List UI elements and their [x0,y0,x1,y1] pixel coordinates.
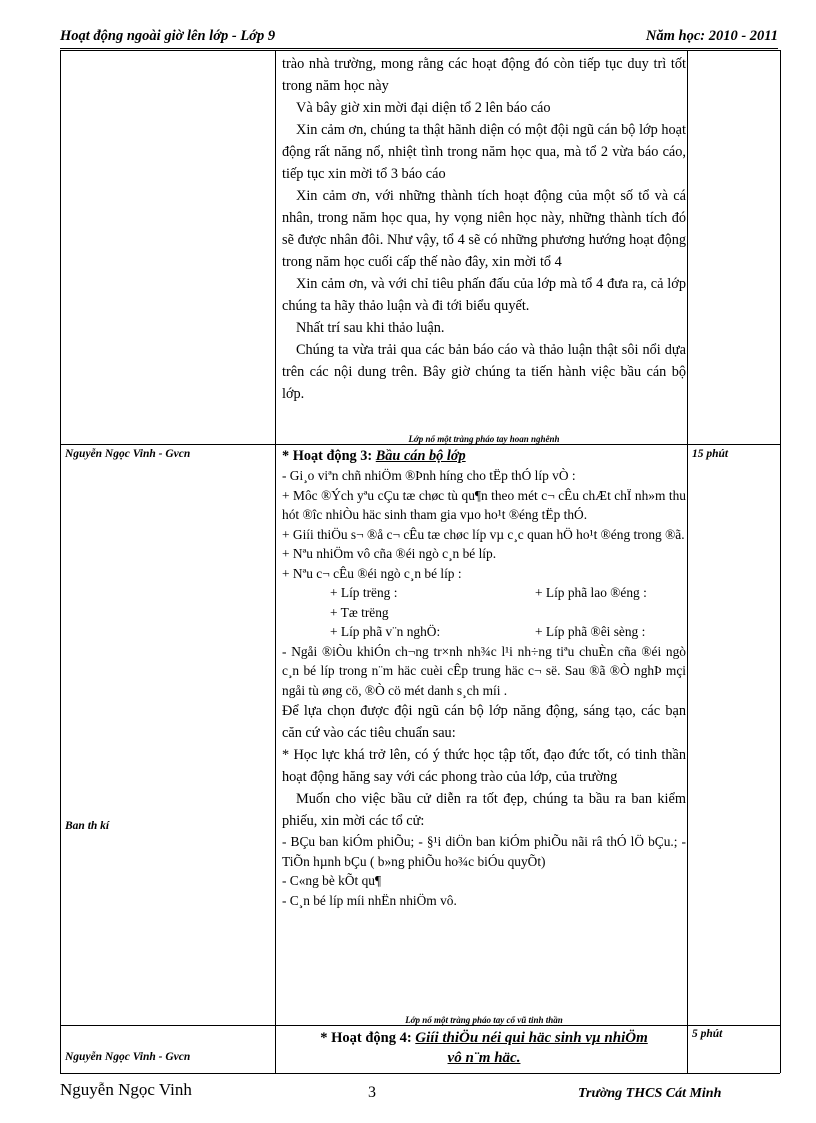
column-divider-1 [275,50,276,1073]
line: - C«ng bè kÕt qu¶ [282,873,382,888]
header-course-title: Hoạt động ngoài giờ lên lớp - Lớp 9 [60,28,276,44]
header-school-year: Năm học: 2010 - 2011 [645,28,778,44]
line: + Nªu c¬ cÊu ®éi ngò c¸n bé líp : [282,565,462,581]
line: Để lựa chọn được đội ngũ cán bộ lớp năng động, sáng tạo, các bạn căn cứ vào các tiêu chuẩn sau: [282,703,686,741]
facilitator-name: Nguyễn Ngọc Vinh - Gvcn [65,1051,191,1063]
table-border-top [60,50,780,51]
stage-direction-cheer: Lớp nổ một tràng pháo tay cổ vũ tinh thần [405,1015,563,1025]
secretary-label: Ban th kí [65,820,110,832]
section2-content [282,446,686,910]
line: - BÇu ban kiÓm phiÕu; - §¹i diÖn ban kiÓm phiÕu nãi râ thÓ lÖ bÇu.; - TiÕn hµnh bÇu ( b»ng phiÕu ho¾c biÓu quyÕt) [282,834,686,869]
table-border-left [60,50,61,1073]
lesson-table [60,50,780,1073]
footer-school: Trường THCS Cát Minh [578,1086,722,1101]
role: + Tæ trëng [330,604,389,620]
paragraph: Nhất trí sau khi thảo luận. [296,320,445,336]
activity-4-heading [282,1028,686,1068]
activity-title-cont: vô n¨m häc. [447,1050,521,1066]
activity-title: Bầu cán bộ lớp [375,448,466,464]
paragraph: Và bây giờ xin mời đại diện tổ 2 lên báo cáo [296,100,551,116]
duration-label: 5 phút [692,1028,723,1040]
paragraph: Xin cảm ơn, chúng ta thật hãnh diện có một đội ngũ cán bộ lớp hoạt động rất năng nổ, nhiệt tình trong năm học qua, mà tổ 2 vừa báo cáo, tiếp tục xin mời tổ 3 báo cáo [282,122,686,182]
paragraph: Chúng ta vừa trải qua các bản báo cáo và thảo luận thật sôi nổi dựa trên các nội dung trên. Bây giờ chúng ta tiến hành việc bầu cán bộ lớp. [282,342,686,402]
line: - Gi¸o viªn chñ nhiÖm ®Þnh híng cho tËp thÓ líp vÒ : [282,468,576,483]
activity-number: * Hoạt động 3: [282,448,373,464]
role-row [282,603,686,623]
line: - C¸n bé líp míi nhËn nhiÖm vô. [282,892,457,908]
role: + Líp phã v¨n nghÖ: [330,624,441,639]
page-number: 3 [368,1084,376,1101]
line: + Nªu nhiÖm vô cña ®éi ngò c¸n bé líp. [282,546,497,561]
line: * Học lực khá trở lên, có ý thức học tập tốt, đạo đức tốt, có tinh thần hoạt động hăng say với các phong trào của lớp, của trường [282,747,686,785]
paragraph: Xin cảm ơn, với những thành tích hoạt động của một số tổ và cá nhân, trong năm học qua, hy vọng niên học này, những thành tích đó sẽ được nhân đôi. Như vậy, tổ 4 sẽ có những phương hướng hoạt động trong năm học cuối cấp thế nào đây, xin mời tổ 4 [282,188,686,270]
stage-direction-applause: Lớp nổ một tràng pháo tay hoan nghênh [408,434,560,444]
role-row [282,622,686,642]
line: + Môc ®Ých yªu cÇu tæ chøc tù qu¶n theo mét c¬ cÊu chÆt chÏ nh»m thu hót ®îc nhiÒu häc sinh tham gia vµo ho¹t ®éng tËp thÓ. [282,487,686,522]
paragraph: Xin cảm ơn, và với chỉ tiêu phấn đấu của lớp mà tổ 4 đưa ra, cả lớp chúng ta hãy thảo luận và đi tới biểu quyết. [282,276,686,314]
activity-title: Giíi thiÖu néi qui häc sinh vµ nhiÖm [415,1030,648,1046]
role-row [282,583,686,603]
section1-content [282,53,686,405]
line: Muốn cho việc bầu cử diễn ra tốt đẹp, chúng ta bầu ra ban kiểm phiếu, xin mời các tổ cử: [282,791,686,829]
duration-label: 15 phút [692,448,729,460]
row-divider-2 [60,1025,780,1026]
activity-number: * Hoạt động 4: [320,1030,412,1046]
paragraph: trào nhà trường, mong rằng các hoạt động đó còn tiếp tục duy trì tốt trong năm học này [282,56,686,94]
facilitator-name: Nguyễn Ngọc Vinh - Gvcn [65,448,191,460]
role: + Líp phã lao ®éng : [535,585,647,600]
table-border-right [780,50,781,1073]
line: + Giíi thiÖu s¬ ®å c¬ cÊu tæ chøc líp vµ c¸c quan hÖ ho¹t ®éng trong ®ã. [282,526,685,542]
table-border-bottom [60,1073,780,1074]
activity-heading [282,446,686,466]
footer-author: Nguyễn Ngọc Vinh [60,1080,192,1099]
line: - Ngåi ®iÒu khiÓn ch¬ng tr×nh nh¾c l¹i nh÷ng tiªu chuÈn cña ®éi ngò c¸n bé líp trong n¨m häc cuèi cÊp trung häc c¬ së. Sau ®ã ®Ò nghÞ mçi ngåi tù øng cö, ®Ò cö mét danh s¸ch míi . [282,643,686,698]
page-header [60,26,778,49]
role: + Líp phã ®êi sèng : [535,624,646,639]
role: + Líp trëng : [330,585,398,600]
row-divider-1 [60,444,780,445]
column-divider-2 [687,50,688,1073]
